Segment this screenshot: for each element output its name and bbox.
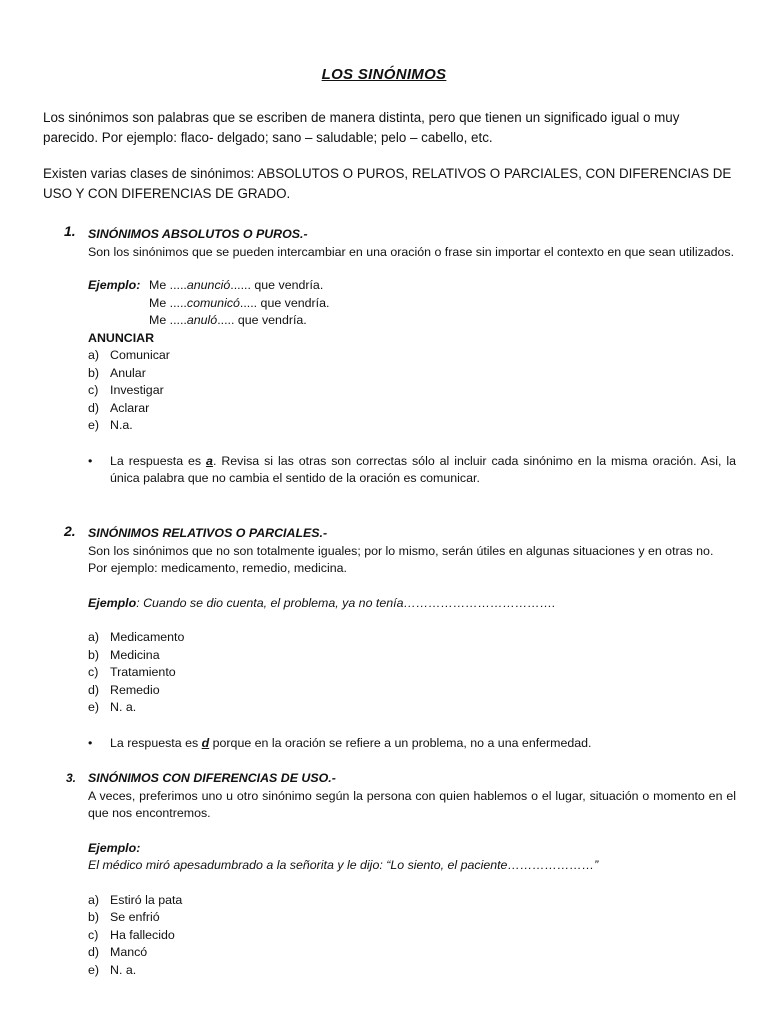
- list-item: c) Investigar: [88, 383, 164, 397]
- section-3-title: SINÓNIMOS CON DIFERENCIAS DE USO.-: [88, 771, 336, 785]
- list-item: a) Comunicar: [88, 348, 170, 362]
- section-3-description: A veces, preferimos uno u otro sinónimo según la persona con quien hablemos o el lugar, situación o momento en el que nos encontremos.: [88, 788, 736, 820]
- section-1-title: SINÓNIMOS ABSOLUTOS O PUROS.-: [88, 227, 308, 241]
- section-3: [88, 770, 736, 979]
- list-item: e) N. a.: [88, 700, 137, 714]
- list-item: d) Remedio: [88, 682, 160, 697]
- section-1: [88, 226, 736, 488]
- section-2-description: Son los sinónimos que no son totalmente iguales; por lo mismo, serán útiles en algunas situaciones y en otras no. Por ejemplo: medicamento, remedio, medicina.: [88, 543, 714, 575]
- section-2-example: Ejemplo: Cuando se dio cuenta, el problema, ya no tenía……………………………….: [88, 595, 556, 610]
- list-item: a) Estiró la pata: [88, 892, 183, 907]
- intro-paragraph: Los sinónimos son palabras que se escriben de manera distinta, pero que tienen un significado igual o muy parecido. Por ejemplo: flaco- delgado; sano – saludable; pelo – cabello, etc.: [43, 110, 680, 145]
- section-1-options: [88, 347, 736, 435]
- section-2-number: 2.: [64, 523, 76, 539]
- list-item: a) Medicamento: [88, 630, 185, 644]
- section-1-example-line-2: Me .....comunicó..... que vendría.: [149, 295, 330, 310]
- list-item: b) Medicina: [88, 647, 160, 662]
- section-1-example-line-1: Ejemplo: Me .....anunció...... que vendría.: [88, 277, 736, 295]
- section-1-example-line-3: Me .....anuló..... que vendría.: [149, 313, 307, 327]
- section-1-description: Son los sinónimos que se pueden intercambiar en una oración o frase sin importar el contexto en que sean utilizados.: [88, 244, 735, 259]
- list-item: b) Anular: [88, 365, 146, 380]
- section-1-keyword: ANUNCIAR: [88, 330, 155, 345]
- section-2-title: SINÓNIMOS RELATIVOS O PARCIALES.-: [88, 526, 328, 540]
- section-2-options: [88, 629, 736, 717]
- section-3-example-label: Ejemplo:: [88, 840, 141, 855]
- section-3-options: [88, 892, 736, 980]
- list-item: c) Ha fallecido: [88, 927, 175, 942]
- list-item: d) Mancó: [88, 945, 148, 959]
- section-1-number: 1.: [64, 223, 76, 239]
- section-2-answer: • La respuesta es d porque en la oración se refiere a un problema, no a una enfermedad.: [88, 735, 592, 750]
- list-item: d) Aclarar: [88, 400, 150, 415]
- section-1-answer: • La respuesta es a. Revisa si las otras son correctas sólo al incluir cada sinónimo en la misma oración. Asi, la única palabra que no cambia el sentido de la oración es comunicar.: [88, 453, 736, 485]
- section-1-example-label: Ejemplo:: [88, 278, 141, 292]
- section-3-example-text: El médico miró apesadumbrado a la señorita y le dijo: “Lo siento, el paciente…………………”: [88, 858, 599, 872]
- list-item: e) N. a.: [88, 962, 137, 977]
- list-item: c) Tratamiento: [88, 665, 176, 679]
- section-2: [88, 525, 736, 752]
- page-title: LOS SINÓNIMOS: [321, 66, 447, 83]
- section-3-number: 3.: [66, 771, 77, 785]
- list-item: e) N.a.: [88, 418, 133, 432]
- list-item: b) Se enfrió: [88, 910, 160, 924]
- classes-paragraph: Existen varias clases de sinónimos: ABSOLUTOS O PUROS, RELATIVOS O PARCIALES, CON DIFERENCIAS DE USO Y CON DIFERENCIAS DE GRADO.: [43, 166, 732, 201]
